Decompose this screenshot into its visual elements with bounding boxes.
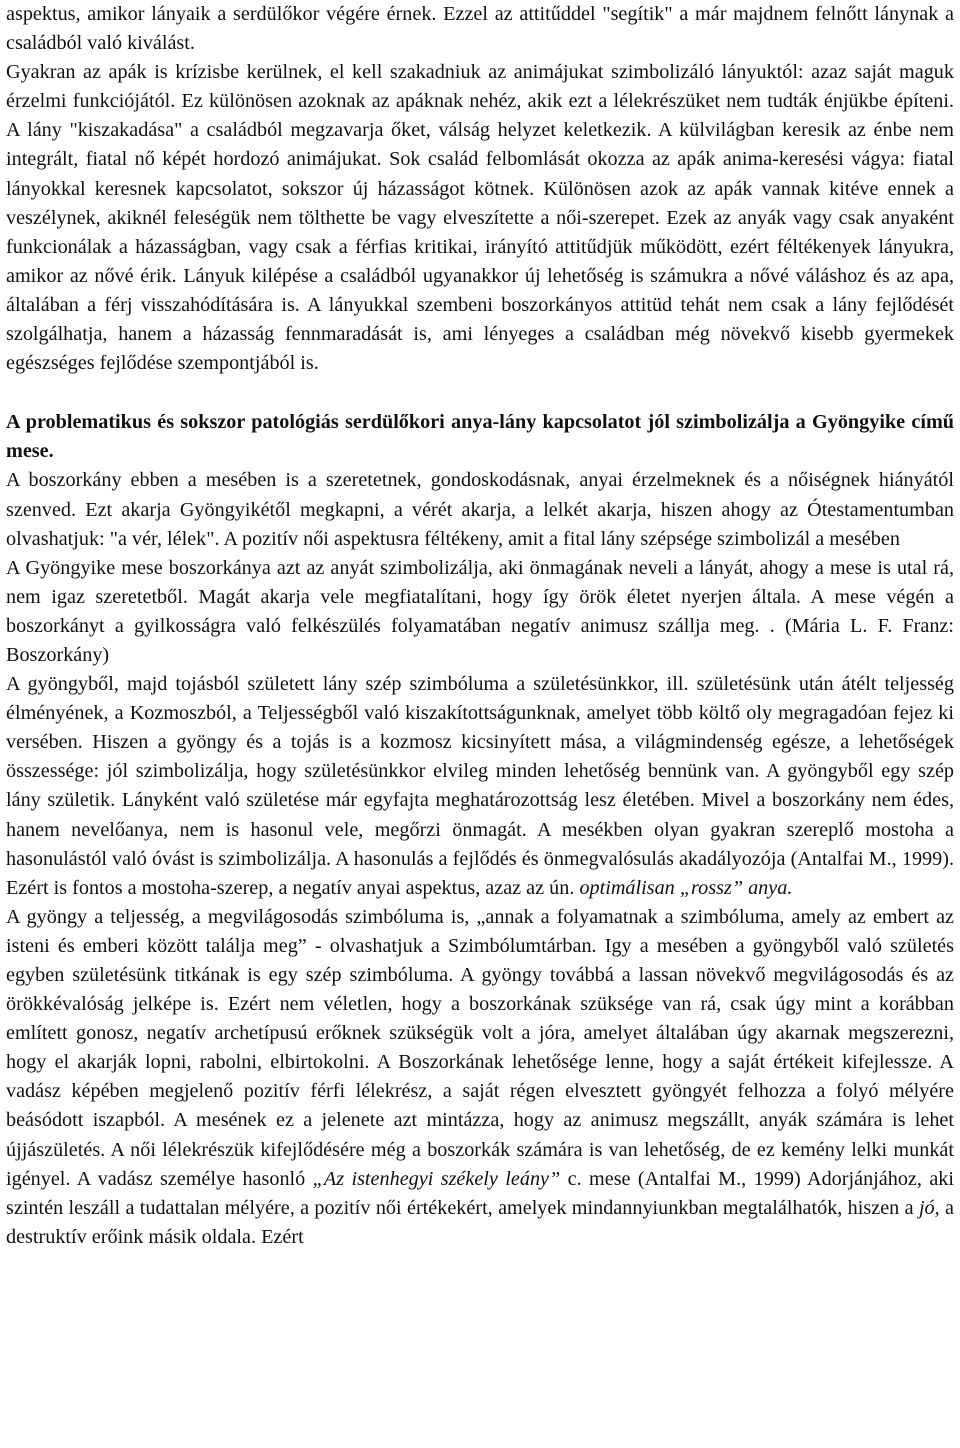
- paragraph-6-text-b: c. mese (Antalfai M., 1999) Adorjánjához, aki szintén leszáll a tudattalan mélyére, a pozitív női értékekért, amelyek mindannyiunkban megtalálhatók, hiszen a: [6, 1167, 954, 1219]
- paragraph-5-text: A gyöngyből, majd tojásból született lány szép szimbóluma a születésünkkor, ill. születésünk után átélt teljesség élményének, a Kozmoszból, a Teljességből való kiszakítottságunknak, amelyet több költő oly megragadóan fejez ki versében. Hiszen a gyöngy és a tojás is a kozmosz kicsinyített mása, a világmindenség egésze, a lehetőségek összessége: jól szimbolizálja, hogy születésünkkor elvileg minden lehetőség bennünk van. A gyöngyből egy szép lány születik. Lányként való születése már egyfajta meghatározottság lesz életében. Mivel a boszorkány nem édes, hanem nevelőanya, nem is hasonul vele, megőrzi önmagát. A mesékben olyan gyakran szereplő mostoha a hasonulástól való óvást is szimbolizálja. A hasonulás a fejlődés és önmegvalósulás akadályozója (Antalfai M., 1999). Ezért is fontos a mostoha-szerep, a negatív anyai aspektus, azaz az ún.: [6, 673, 954, 899]
- document-page: [6, 0, 954, 1252]
- paragraph-6-italic-title: „Az istenhegyi székely leány”: [312, 1167, 561, 1190]
- paragraph-1: [6, 0, 954, 58]
- paragraph-5: [6, 670, 954, 903]
- paragraph-5-italic-phrase: optimálisan „rossz” anya.: [579, 876, 793, 899]
- paragraph-2-text: Gyakran az apák is krízisbe kerülnek, el kell szakadniuk az animájukat szimbolizáló lányuktól: azaz saját maguk érzelmi funkciójától. Ez különösen azoknak az apáknak nehéz, akik ezt a lélekrészüket nem tudták énjükbe építeni. A lány "kiszakadása" a családból megzavarja őket, válság helyzet keletkezik. A külvilágban keresik az énbe nem integrált, fiatal nő képét hordozó animájukat. Sok család felbomlását okozza az apák anima-keresési vágya: fiatal lányokkal keresnek kapcsolatot, sokszor új házasságot kötnek. Különösen azok az apák vannak kitéve ennek a veszélynek, akiknél feleségük nem tölthette be vagy elveszítette a női-szerepet. Ezek az anyák vagy csak anyaként funkcionálak a házasságban, vagy csak a férfias kritikai, irányító attitűdjük működött, ezért féltékenyek lányukra, amikor az nővé érik. Lányuk kilépése a családból ugyanakkor új lehetőség is számukra a nővé váláshoz és az apa, általában a férj visszahódítására is. A lányukkal szembeni boszorkányos attitüd tehát nem csak a lány fejlődését szolgálhatja, hanem a házasság fennmaradását is, ami lényeges a családban még növekvő kisebb gyermekek egészséges fejlődése szempontjából is.: [6, 61, 954, 375]
- paragraph-2: [6, 58, 954, 378]
- paragraph-6-text-c: a destruktív erőink másik oldala. Ezért: [6, 1196, 954, 1248]
- paragraph-6-italic-word: jó,: [918, 1196, 940, 1219]
- paragraph-6-text-a: A gyöngy a teljesség, a megvilágosodás szimbóluma is, „annak a folyamatnak a szimbóluma, amely az embert az isteni és emberi között találja meg” - olvashatjuk a Szimbólumtárban. Igy a mesében a gyöngyből való születés egyben születésünk titkának is egy szép szimbóluma. A gyöngy továbbá a lassan növekvő megvilágosodás és az örökkévalóság jelképe is. Ezért nem véletlen, hogy a boszorkának szüksége van rá, csak úgy mint a korábban említett gonosz, negatív archetípusú erőknek szükségük volt a jóra, amelyet általában úgy akarnak megszerezni, hogy el akarják lopni, rabolni, elbirtokolni. A Boszorkának lehetősége lenne, hogy a saját értékeit kifejlessze. A vadász képében megjelenő pozitív férfi lélekrész, a saját régen elvesztett gyöngyét felhozza a folyó mélyére beásódott iszapból. A mesének ez a jelenete azt mintázza, hogy az animusz megszállt, anyák számára is lehet újjászületés. A női lélekrészük kifejlődésére még a boszorkák számára is van lehetőség, de ez kemény lelki munkát igényel. A vadász személye hasonló: [6, 905, 954, 1190]
- paragraph-3-text: A boszorkány ebben a mesében is a szeretetnek, gondoskodásnak, anyai érzelmeknek és a nőiségnek hiányától szenved. Ezt akarja Gyöngyikétől megkapni, a vérét akarja, a lelkét akarja, hiszen ahogy az Ótestamentumban olvashatjuk: "a vér, lélek". A pozitív női aspektusra féltékeny, amit a fital lány szépsége szimbolizál a mesében: [6, 469, 954, 550]
- paragraph-1-text: aspektus, amikor lányaik a serdülőkor végére érnek. Ezzel az attitűddel "segítik" a már majdnem felnőtt lánynak a családból való kiválást.: [6, 3, 954, 55]
- section-heading: A problematikus és sokszor patológiás serdülőkori anya-lány kapcsolatot jól szimbolizálja a Gyöngyike című mese.: [6, 411, 954, 463]
- paragraph-4: [6, 554, 954, 670]
- paragraph-4-text: A Gyöngyike mese boszorkánya azt az anyát szimbolizálja, aki önmagának neveli a lányát, ahogy a mese is utal rá, nem igaz szeretetből. Magát akarja vele megfiatalítani, hogy így örök életet nyerjen általa. A mese végén a boszorkányt a gyilkosságra való felkészülés folyamatában negatív animusz szállja meg. . (Mária L. F. Franz: Boszorkány): [6, 556, 954, 666]
- paragraph-6: [6, 903, 954, 1252]
- paragraph-3: [6, 466, 954, 553]
